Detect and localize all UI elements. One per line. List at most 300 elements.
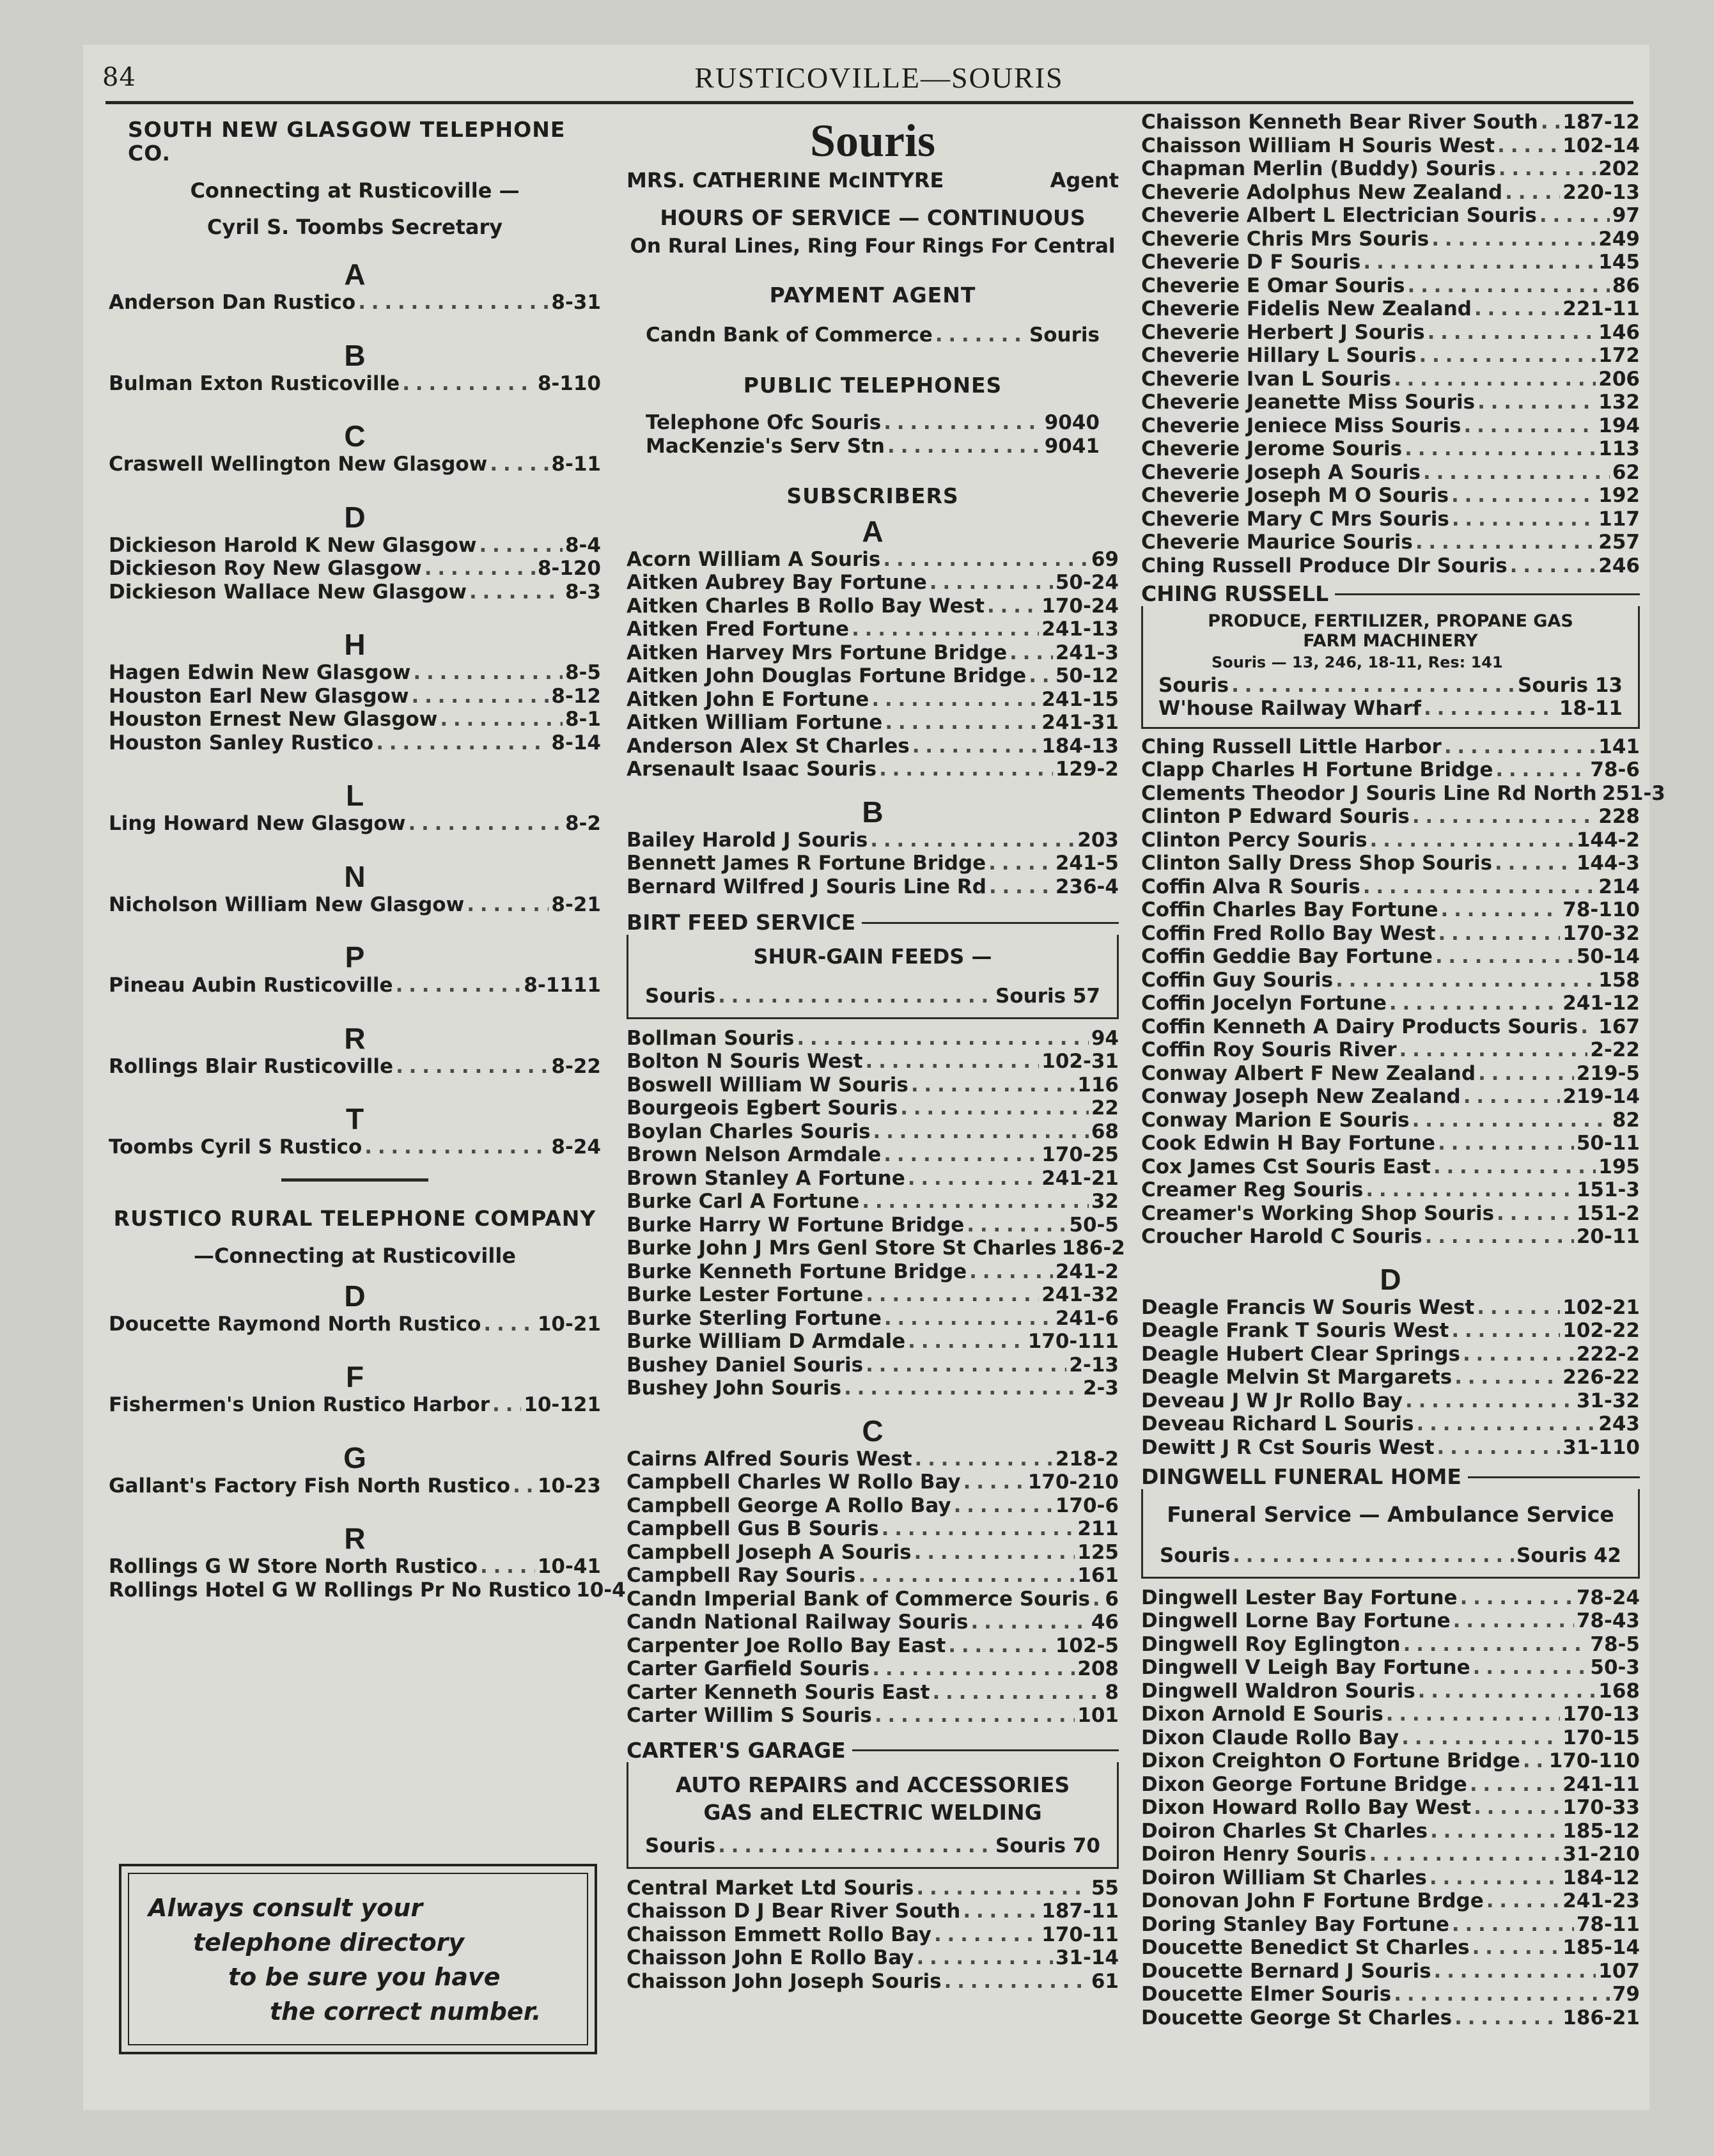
entry-name: Aitken Aubrey Bay Fortune (627, 571, 927, 594)
entry-number: 97 (1612, 204, 1640, 227)
entry-name: Anderson Dan Rustico (109, 291, 356, 314)
entry-number: 194 (1598, 414, 1640, 437)
leader-dots (866, 1283, 1039, 1307)
leader-dots (413, 661, 563, 685)
entry-name: Candn National Railway Souris (627, 1611, 969, 1634)
listing-entry (1141, 204, 1640, 228)
subscriber-list (627, 548, 1119, 781)
notice-line: to be sure you have (228, 1963, 501, 1991)
entry-name: Dingwell Waldron Souris (1141, 1679, 1415, 1703)
entry-name: W'house Railway Wharf (1158, 697, 1421, 720)
leader-dots (1464, 414, 1596, 438)
listing-entry (109, 1578, 626, 1602)
entry-name: Campbell Charles W Rollo Bay (627, 1471, 961, 1494)
leader-dots (988, 852, 1053, 875)
entry-name: Cheverie Ivan L Souris (1141, 367, 1391, 391)
entry-name: Cox James Cst Souris East (1141, 1155, 1431, 1178)
entry-name: Dixon Claude Rollo Bay (1141, 1726, 1399, 1749)
entry-name: Doucette Raymond North Rustico (109, 1312, 481, 1336)
entry-number: Souris 70 (995, 1834, 1100, 1857)
leader-dots (408, 812, 563, 836)
entry-number: 107 (1598, 1959, 1640, 1983)
listing-entry (1141, 1866, 1640, 1890)
firm-heading (627, 911, 1119, 935)
listing-entry (1141, 1062, 1640, 1086)
entry-name: Fishermen's Union Rustico Harbor (109, 1393, 490, 1416)
listing-entry (1141, 875, 1640, 899)
entry-name: Cheverie Chris Mrs Souris (1141, 227, 1430, 251)
entry-name: Ching Russell Little Harbor (1141, 735, 1442, 758)
listing-entry (627, 758, 1119, 781)
entry-name: Carter Kenneth Souris East (627, 1680, 930, 1704)
subscriber-list (627, 1026, 1125, 1400)
entry-number: 132 (1598, 391, 1640, 414)
entry-number: 168 (1598, 1679, 1640, 1703)
listing-entry (1141, 1796, 1640, 1820)
entry-number: 186-2 (1061, 1237, 1125, 1260)
entry-number: 241-15 (1041, 687, 1119, 711)
leader-dots (1370, 829, 1574, 852)
entry-number: 186-21 (1562, 2006, 1640, 2029)
listing-entry (1141, 1296, 1640, 1320)
listing-entry (627, 664, 1119, 688)
leader-dots (914, 1541, 1075, 1565)
entry-number: 241-3 (1055, 641, 1119, 664)
entry-name: Burke Lester Fortune (627, 1283, 864, 1306)
company-line: Cyril S. Toombs Secretary (206, 214, 503, 239)
entry-number: 187-11 (1041, 1900, 1119, 1923)
listing-entry (627, 1946, 1119, 1970)
entry-name: Dingwell Roy Eglington (1141, 1632, 1401, 1656)
entry-name: Deagle Hubert Clear Springs (1141, 1342, 1460, 1366)
leader-dots (915, 1448, 1053, 1471)
entry-number: 78-11 (1576, 1912, 1640, 1936)
entry-number: 243 (1598, 1412, 1640, 1435)
listing-entry (1141, 829, 1640, 852)
subscriber-list (627, 1877, 1119, 1994)
listing-entry (109, 661, 601, 685)
section-divider (281, 1178, 428, 1182)
entry-name: MacKenzie's Serv Stn (646, 434, 885, 458)
entry-name: Souris (1160, 1544, 1231, 1567)
entry-name: Clinton Sally Dress Shop Souris (1141, 852, 1493, 875)
listing-entry (109, 893, 601, 917)
listing-entry (1141, 1703, 1640, 1726)
listing-entry (109, 1474, 601, 1498)
leader-dots (1473, 1656, 1588, 1680)
listing-entry (627, 1970, 1119, 1994)
listing-entry (627, 1190, 1119, 1214)
entry-name: Aitken Charles B Rollo Bay West (627, 594, 985, 618)
listing-entry (627, 1564, 1119, 1588)
section-letter: C (344, 419, 366, 453)
leader-dots (376, 731, 549, 755)
company-line: Connecting at Rusticoville — (190, 178, 520, 203)
leader-dots (1523, 1749, 1546, 1773)
listing-entry (627, 571, 1119, 595)
entry-name: Boswell William W Souris (627, 1073, 908, 1097)
entry-number: 185-12 (1562, 1819, 1640, 1843)
entry-number: Souris (1029, 324, 1100, 347)
entry-name: Bulman Exton Rusticoville (109, 371, 400, 395)
entry-number: 6 (1105, 1587, 1119, 1611)
entry-name: Deagle Francis W Souris West (1141, 1295, 1475, 1319)
entry-name: Cheverie Joseph A Souris (1141, 460, 1421, 484)
leader-dots (963, 1900, 1039, 1923)
entry-name: Doucette George St Charles (1141, 2006, 1453, 2029)
listing-entry (627, 618, 1119, 641)
entry-number: 151-3 (1576, 1178, 1640, 1201)
entry-name: Cheverie Adolphus New Zealand (1141, 180, 1503, 204)
entry-name: Cheverie Maurice Souris (1141, 531, 1413, 554)
listing-entry (645, 985, 1100, 1008)
leader-dots (396, 974, 522, 997)
entry-number: 8-2 (565, 812, 601, 835)
listing-entry (627, 1448, 1119, 1471)
entry-number: 86 (1612, 274, 1640, 297)
entry-number: 79 (1612, 1983, 1640, 2006)
firm-line: AUTO REPAIRS and ACCESSORIES (675, 1772, 1070, 1797)
listing-entry (1141, 758, 1640, 782)
leader-dots (1425, 1225, 1574, 1249)
leader-dots (963, 1471, 1025, 1494)
firm-name: DINGWELL FUNERAL HOME (1141, 1464, 1461, 1489)
entry-number: 184-13 (1041, 734, 1119, 758)
entry-number: 102-5 (1055, 1634, 1119, 1657)
listing-entry (646, 411, 1100, 435)
section-letter: L (345, 779, 364, 812)
entry-name: Chaisson Kenneth Bear River South (1141, 111, 1538, 134)
entry-name: Houston Ernest New Glasgow (109, 708, 438, 731)
company-name: SOUTH NEW GLASGOW TELEPHONE CO. (128, 117, 566, 166)
subscriber-list (1141, 1586, 1640, 2030)
listing-entry (627, 1330, 1119, 1354)
entry-number: 50-11 (1576, 1132, 1640, 1155)
entry-name: Houston Sanley Rustico (109, 731, 374, 754)
leader-dots (797, 1027, 1089, 1051)
entry-name: Carpenter Joe Rollo Bay East (627, 1634, 946, 1657)
entry-number: 208 (1077, 1657, 1119, 1680)
listing-entry (1141, 531, 1640, 554)
listing-entry (627, 1214, 1119, 1237)
leader-dots (873, 1120, 1089, 1144)
entry-name: Houston Earl New Glasgow (109, 684, 409, 708)
leader-dots (1497, 1202, 1574, 1226)
leader-dots (934, 1923, 1039, 1947)
entry-name: Doiron William St Charles (1141, 1866, 1427, 1889)
firm-heading (1141, 582, 1640, 606)
entry-number: 241-32 (1041, 1283, 1119, 1306)
section-letter: R (344, 1522, 366, 1555)
firm-name: CARTER'S GARAGE (627, 1737, 846, 1763)
leader-dots (1472, 1936, 1561, 1960)
leader-dots (1486, 1889, 1561, 1913)
section-letter: P (345, 941, 365, 974)
entry-name: Cheverie Herbert J Souris (1141, 320, 1425, 344)
listing-entry (109, 581, 601, 604)
leader-dots (1405, 1389, 1574, 1413)
leader-dots (1463, 1085, 1561, 1109)
listing-entry (109, 1393, 601, 1417)
listing-entry (646, 324, 1100, 347)
notice-box (119, 1864, 597, 2054)
leader-dots (900, 1097, 1089, 1120)
entry-name: Aitken William Fortune (627, 711, 883, 734)
entry-name: Burke Kenneth Fortune Bridge (627, 1260, 967, 1283)
entry-number: 8-1111 (524, 974, 601, 997)
listing-entry (627, 1471, 1119, 1494)
leader-dots (1451, 484, 1596, 508)
public-heading: PUBLIC TELEPHONES (743, 372, 1002, 398)
leader-dots (1437, 1436, 1561, 1460)
entry-number: 192 (1598, 484, 1640, 507)
leader-dots (1433, 1155, 1596, 1179)
entry-name: Burke Carl A Fortune (627, 1190, 860, 1213)
entry-name: Cairns Alfred Souris West (627, 1447, 912, 1471)
listing-entry (627, 1097, 1119, 1120)
entry-name: Dingwell Lorne Bay Fortune (1141, 1609, 1451, 1632)
leader-dots (885, 711, 1039, 735)
entry-number: 10-4 (576, 1578, 626, 1602)
listing-entry (1141, 1015, 1640, 1039)
entry-number: 187-12 (1562, 111, 1640, 134)
listing-entry (1141, 1633, 1640, 1657)
leader-dots (1454, 1366, 1560, 1389)
firm-line: PRODUCE, FERTILIZER, PROPANE GAS (1208, 611, 1573, 631)
subscriber-list (1141, 1296, 1640, 1460)
listing-entry (627, 711, 1119, 735)
entry-number: 195 (1598, 1155, 1640, 1178)
entry-number: 257 (1598, 531, 1640, 554)
entry-name: Deagle Frank T Souris West (1141, 1319, 1449, 1342)
entry-number: 161 (1077, 1564, 1119, 1587)
entry-name: Coffin Charles Bay Fortune (1141, 898, 1438, 921)
listing-entry (1141, 414, 1640, 438)
listing-entry (1141, 1913, 1640, 1937)
entry-number: 202 (1598, 157, 1640, 180)
listing-entry (627, 852, 1119, 875)
entry-number: 170-11 (1041, 1923, 1119, 1946)
entry-number: 241-21 (1041, 1166, 1119, 1190)
listing-entry (109, 812, 601, 836)
entry-name: Burke Harry W Fortune Bridge (627, 1213, 965, 1237)
entry-number: 31-210 (1562, 1843, 1640, 1866)
subscriber-list (627, 829, 1119, 899)
listing-entry (627, 1611, 1119, 1634)
leader-dots (1417, 1412, 1596, 1436)
entry-name: Souris (645, 985, 716, 1008)
entry-name: Souris (645, 1834, 716, 1857)
entry-number: 50-12 (1055, 664, 1119, 687)
leader-dots (412, 685, 549, 708)
entry-name: Creamer Reg Souris (1141, 1178, 1364, 1201)
entry-number: 170-210 (1027, 1471, 1119, 1494)
entry-number: 170-15 (1562, 1726, 1640, 1749)
entry-number: 18-11 (1559, 697, 1623, 720)
listing-entry (109, 731, 601, 755)
leader-dots (930, 571, 1053, 595)
listing-entry (1141, 228, 1640, 251)
entry-name: Cheverie Fidelis New Zealand (1141, 297, 1472, 320)
entry-name: Rollings Hotel G W Rollings Pr No Rustico (109, 1578, 572, 1602)
entry-name: Conway Joseph New Zealand (1141, 1085, 1461, 1108)
entry-name: Ching Russell Produce Dlr Souris (1141, 554, 1508, 577)
entry-number: 8-4 (565, 533, 601, 557)
entry-name: Donovan John F Fortune Brdge (1141, 1889, 1484, 1912)
leader-dots (1453, 1609, 1574, 1633)
entry-name: Cheverie Jeniece Miss Souris (1141, 414, 1461, 437)
listing-entry (1141, 134, 1640, 158)
entry-name: Bernard Wilfred J Souris Line Rd (627, 875, 986, 898)
listing-entry (627, 1260, 1119, 1284)
leader-dots (1405, 437, 1596, 461)
header-rule (105, 101, 1633, 104)
listing-entry (1141, 1773, 1640, 1797)
entry-number: 102-22 (1562, 1319, 1640, 1342)
listing-entry (1141, 805, 1640, 829)
entry-number: 218-2 (1055, 1447, 1119, 1471)
leader-dots (1470, 1773, 1560, 1797)
listing-entry (627, 875, 1119, 899)
entry-number: 10-121 (524, 1393, 601, 1416)
subscriber-list (1141, 111, 1640, 577)
entry-name: Cheverie E Omar Souris (1141, 274, 1405, 297)
listing-entry (1158, 674, 1623, 698)
listing-entry (109, 974, 601, 997)
section-letter: R (344, 1021, 366, 1055)
entry-name: Nicholson William New Glasgow (109, 893, 465, 916)
listing-entry (627, 1237, 1125, 1260)
entry-number: 50-5 (1069, 1213, 1119, 1237)
entry-number: 170-25 (1041, 1143, 1119, 1166)
entry-name: Gallant's Factory Fish North Rustico (109, 1474, 511, 1497)
leader-dots (1424, 697, 1557, 721)
listing-entry (627, 1517, 1119, 1541)
listing-entry (1141, 1389, 1640, 1413)
listing-entry (627, 1923, 1119, 1947)
entry-name: Clements Theodor J Souris Line Rd North (1141, 781, 1597, 805)
firm-box (1141, 606, 1640, 729)
entry-number: 102-21 (1562, 1295, 1640, 1319)
entry-name: Burke Sterling Fortune (627, 1306, 882, 1330)
entry-number: 46 (1091, 1611, 1119, 1634)
listing-entry (109, 708, 601, 731)
entry-number: 241-5 (1055, 852, 1119, 875)
listing-entry (627, 1377, 1119, 1400)
leader-dots (1438, 1132, 1574, 1155)
entry-name: Clapp Charles H Fortune Bridge (1141, 758, 1493, 781)
leader-dots (1394, 1983, 1610, 2006)
leader-dots (1477, 391, 1596, 414)
payment-list (627, 324, 1119, 347)
company-listing (109, 258, 601, 1159)
leader-dots (1423, 461, 1610, 485)
page-title: RUSTICOVILLE—SOURIS (694, 61, 1064, 94)
leader-dots (1541, 111, 1560, 134)
entry-name: Doiron Henry Souris (1141, 1843, 1367, 1866)
entry-name: Campbell Ray Souris (627, 1564, 856, 1587)
listing-entry (627, 1634, 1119, 1658)
firm-heading (1141, 1465, 1640, 1489)
listing-entry (1141, 898, 1640, 922)
entry-number: 78-110 (1562, 898, 1640, 921)
listing-entry (109, 291, 601, 315)
leader-dots (479, 534, 563, 558)
firm-name: CHING RUSSELL (1141, 581, 1329, 606)
entry-name: Pineau Aubin Rusticoville (109, 974, 393, 997)
entry-number: 68 (1091, 1120, 1119, 1143)
leader-dots (916, 1877, 1088, 1900)
leader-dots (1430, 1820, 1560, 1843)
entry-number: 206 (1598, 367, 1640, 391)
leader-dots (1363, 875, 1596, 899)
entry-number: 94 (1091, 1026, 1119, 1050)
entry-number: 211 (1077, 1517, 1119, 1540)
company-line: —Connecting at Rusticoville (194, 1244, 516, 1268)
entry-number: 8-5 (565, 661, 601, 684)
leader-dots (1386, 1703, 1560, 1726)
entry-name: Aitken John Douglas Fortune Bridge (627, 664, 1027, 687)
listing-entry (1141, 1155, 1640, 1179)
entry-number: 158 (1598, 968, 1640, 992)
entry-number: 222-2 (1576, 1342, 1640, 1366)
section-letter: B (344, 338, 366, 372)
leader-dots (1499, 157, 1596, 181)
leader-dots (718, 985, 993, 1008)
listing-entry (1141, 1936, 1640, 1960)
listing-entry (646, 435, 1100, 458)
entry-name: Conway Marion E Souris (1141, 1108, 1410, 1132)
listing-entry (1141, 1609, 1640, 1633)
entry-number: 117 (1598, 507, 1640, 531)
leader-dots (879, 758, 1053, 781)
entry-number: 9040 (1044, 411, 1100, 434)
leader-dots (1363, 251, 1596, 274)
entry-number: 9041 (1044, 434, 1100, 458)
entry-number: 78-43 (1576, 1609, 1640, 1632)
leader-dots (1451, 1319, 1560, 1343)
entry-name: Rollings Blair Rusticoville (109, 1054, 394, 1078)
entry-number: 125 (1077, 1540, 1119, 1564)
entry-name: Chaisson John Joseph Souris (627, 1969, 942, 1993)
listing-entry (1141, 1656, 1640, 1680)
leader-dots (1093, 1588, 1103, 1611)
entry-number: 78-5 (1590, 1632, 1640, 1656)
entry-name: Carter Willim S Souris (627, 1704, 872, 1727)
listing-entry (627, 1541, 1119, 1565)
entry-number: 50-14 (1576, 945, 1640, 968)
listing-entry (627, 641, 1119, 665)
entry-number: 241-6 (1055, 1306, 1119, 1330)
section-letter: F (345, 1360, 364, 1393)
entry-number: 8-14 (551, 731, 601, 754)
leader-dots (884, 1307, 1053, 1331)
entry-name: Bushey John Souris (627, 1377, 842, 1400)
leader-dots (1510, 554, 1596, 578)
entry-number: 8-1 (565, 708, 601, 731)
listing-entry (1141, 484, 1640, 508)
listing-entry (1141, 391, 1640, 414)
firm-box (1141, 1489, 1640, 1579)
listing-entry (1141, 1889, 1640, 1913)
listing-entry (1141, 1586, 1640, 1610)
leader-dots (872, 1657, 1075, 1681)
entry-number: 241-11 (1562, 1772, 1640, 1796)
leader-dots (396, 1055, 549, 1079)
entry-name: Coffin Kenneth A Dairy Products Souris (1141, 1015, 1578, 1038)
subscriber-list (627, 1448, 1119, 1728)
leader-dots (1369, 1843, 1561, 1866)
